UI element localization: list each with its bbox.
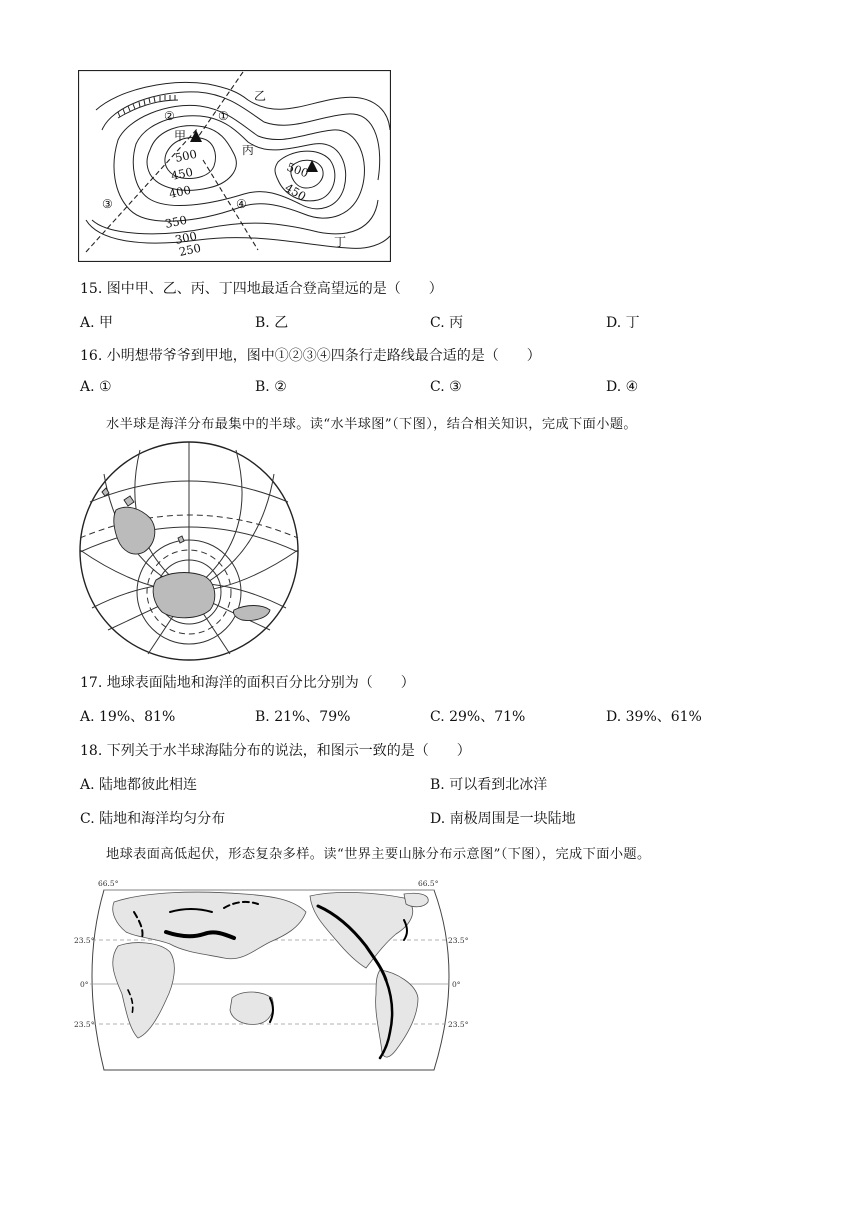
route-label-2: ② xyxy=(164,109,175,123)
world-mountains-map xyxy=(74,872,470,1080)
q15-option-c[interactable]: C. 丙 xyxy=(430,315,464,331)
q18-option-a[interactable]: A. 陆地都彼此相连 xyxy=(80,777,198,793)
water-hemisphere-globe xyxy=(78,440,300,662)
contour-map-figure xyxy=(78,70,391,262)
intro-water-hemisphere: 水半球是海洋分布最集中的半球。读“水半球图”（下图），结合相关知识，完成下面小题。 xyxy=(106,417,637,432)
lat-label-23s-left: 23.5° xyxy=(74,1020,95,1029)
world-mountains-figure xyxy=(74,872,470,1080)
q17-option-a[interactable]: A. 19%、81% xyxy=(80,709,176,725)
contour-label-450-right: 450 xyxy=(282,180,309,204)
question-18-stem: 18. 下列关于水半球海陆分布的说法，和图示一致的是（ ） xyxy=(80,743,471,759)
lat-label-66-right: 66.5° xyxy=(418,879,439,888)
contour-label-500-left: 500 xyxy=(173,146,199,165)
contour-label-500-right: 500 xyxy=(284,159,311,181)
q17-option-c[interactable]: C. 29%、71% xyxy=(430,709,526,725)
intro-mountain-ranges: 地球表面高低起伏，形态复杂多样。读“世界主要山脉分布示意图”（下图），完成下面小题。 xyxy=(106,847,651,862)
contour-label-300: 300 xyxy=(173,228,199,247)
q15-option-b[interactable]: B. 乙 xyxy=(255,315,289,331)
q16-option-a[interactable]: A. ① xyxy=(80,379,112,395)
q16-option-b[interactable]: B. ② xyxy=(255,379,287,395)
q16-option-d[interactable]: D. ④ xyxy=(606,379,639,395)
route-label-4: ④ xyxy=(236,197,247,211)
lat-label-66-left: 66.5° xyxy=(98,879,119,888)
q17-option-b[interactable]: B. 21%、79% xyxy=(255,709,351,725)
q18-option-c[interactable]: C. 陆地和海洋均匀分布 xyxy=(80,811,226,827)
place-label-ding: 丁 xyxy=(334,235,347,249)
question-16-stem: 16. 小明想带爷爷到甲地，图中①②③④四条行走路线最合适的是（ ） xyxy=(80,348,541,364)
route-label-1: ① xyxy=(218,109,229,123)
contour-label-400: 400 xyxy=(167,182,193,201)
q17-option-d[interactable]: D. 39%、61% xyxy=(606,709,702,725)
lat-label-0-right: 0° xyxy=(452,980,461,989)
place-label-bing: 丙 xyxy=(242,143,255,157)
contour-label-450-left: 450 xyxy=(169,164,195,183)
place-label-jia: 甲 xyxy=(174,129,187,143)
contour-label-350: 350 xyxy=(163,212,189,231)
lat-label-0-left: 0° xyxy=(80,980,89,989)
q16-option-c[interactable]: C. ③ xyxy=(430,379,462,395)
q18-option-b[interactable]: B. 可以看到北冰洋 xyxy=(430,777,548,793)
contour-label-250: 250 xyxy=(177,240,203,259)
q15-option-d[interactable]: D. 丁 xyxy=(606,315,640,331)
q18-option-d[interactable]: D. 南极周围是一块陆地 xyxy=(430,811,576,827)
contour-map xyxy=(78,70,391,262)
question-15-stem: 15. 图中甲、乙、丙、丁四地最适合登高望远的是（ ） xyxy=(80,281,443,297)
place-label-yi: 乙 xyxy=(254,89,267,103)
question-17-stem: 17. 地球表面陆地和海洋的面积百分比分别为（ ） xyxy=(80,675,415,691)
lat-label-23n-left: 23.5° xyxy=(74,936,95,945)
q15-option-a[interactable]: A. 甲 xyxy=(80,315,114,331)
route-label-3: ③ xyxy=(102,197,113,211)
lat-label-23n-right: 23.5° xyxy=(448,936,469,945)
lat-label-23s-right: 23.5° xyxy=(448,1020,469,1029)
water-hemisphere-figure xyxy=(78,440,300,662)
